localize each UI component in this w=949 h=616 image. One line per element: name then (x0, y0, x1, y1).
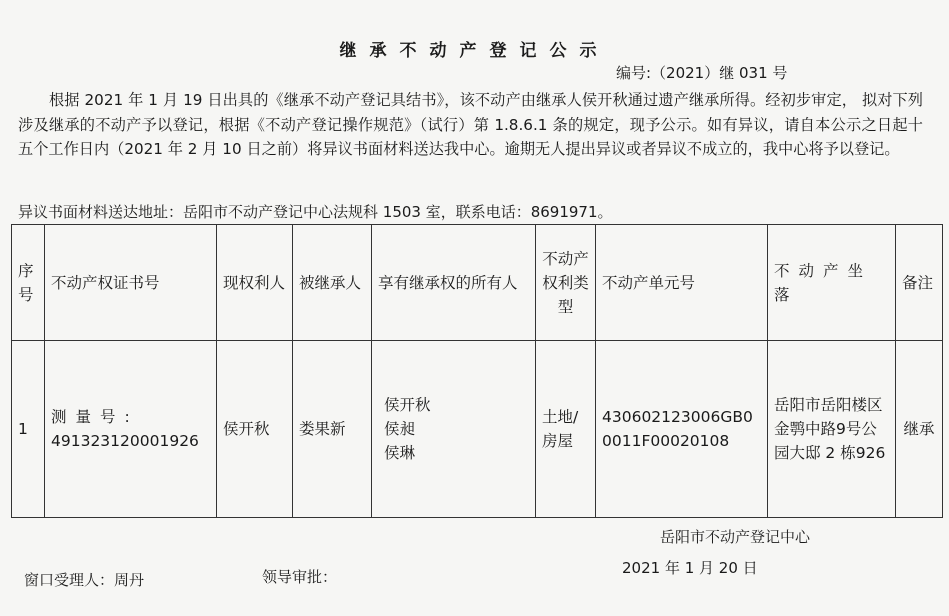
row-right-type: 土地/房屋 (536, 341, 596, 518)
notice-body: 根据 2021 年 1 月 19 日出具的《继承不动产登记具结书》，该不动产由继承人侯开秋通过遗产继承所得。经初步审定， 拟对下列涉及继承的不动产予以登记，根据《不动产登记操作规范》（试行）第 1.8.6.1 条的规定，现予公示。如有异议，请自本公示之日起十五个工作日内（2021 年 2 月 10 日之前）将异议书面材料送达我中心。逾期无人提出异议或者异议不成立的，我中心将予以登记。 (18, 91, 923, 158)
window-clerk: 窗口受理人：周丹 (24, 571, 145, 589)
table-header-row (12, 225, 943, 341)
document-number: 编号:（2021）继 031 号 (616, 64, 788, 82)
row-cert-label: 测量号: (51, 408, 139, 426)
row-unit-no: 430602123006GB00011F00020108 (596, 341, 768, 518)
row-deceased: 娄果新 (293, 341, 372, 518)
row-location: 岳阳市岳阳楼区金鹗中路9号公园大邸 2 栋926 (768, 341, 896, 518)
header-cert-no: 不动产权证书号 (45, 225, 217, 341)
row-seq: 1 (12, 341, 45, 518)
row-cert-cell (45, 341, 217, 518)
row-heirs-cell (372, 341, 536, 518)
header-location: 不动产坐落 (768, 225, 896, 341)
registration-table (11, 224, 943, 518)
header-deceased: 被继承人 (293, 225, 372, 341)
heir-name: 侯开秋 (384, 396, 431, 414)
table-row (12, 341, 943, 518)
header-current-owner: 现权利人 (217, 225, 293, 341)
issue-date: 2021 年 1 月 20 日 (622, 559, 758, 577)
objection-address: 异议书面材料送达地址：岳阳市不动产登记中心法规科 1503 室，联系电话：8691971。 (18, 203, 613, 221)
heir-name: 侯琳 (384, 444, 416, 462)
header-unit-no: 不动产单元号 (596, 225, 768, 341)
row-remark: 继承 (896, 341, 943, 518)
header-seq: 序号 (12, 225, 45, 341)
header-right-type: 不动产权利类型 (536, 225, 596, 341)
document-title: 继承不动产登记公示 (339, 41, 610, 61)
issuing-office: 岳阳市不动产登记中心 (660, 528, 811, 546)
header-remark: 备注 (896, 225, 943, 341)
row-cert-no: 491323120001926 (51, 432, 199, 450)
header-heirs: 享有继承权的所有人 (372, 225, 536, 341)
heir-name: 侯昶 (384, 420, 416, 438)
row-current-owner: 侯开秋 (217, 341, 293, 518)
leader-approval: 领导审批： (262, 568, 338, 586)
